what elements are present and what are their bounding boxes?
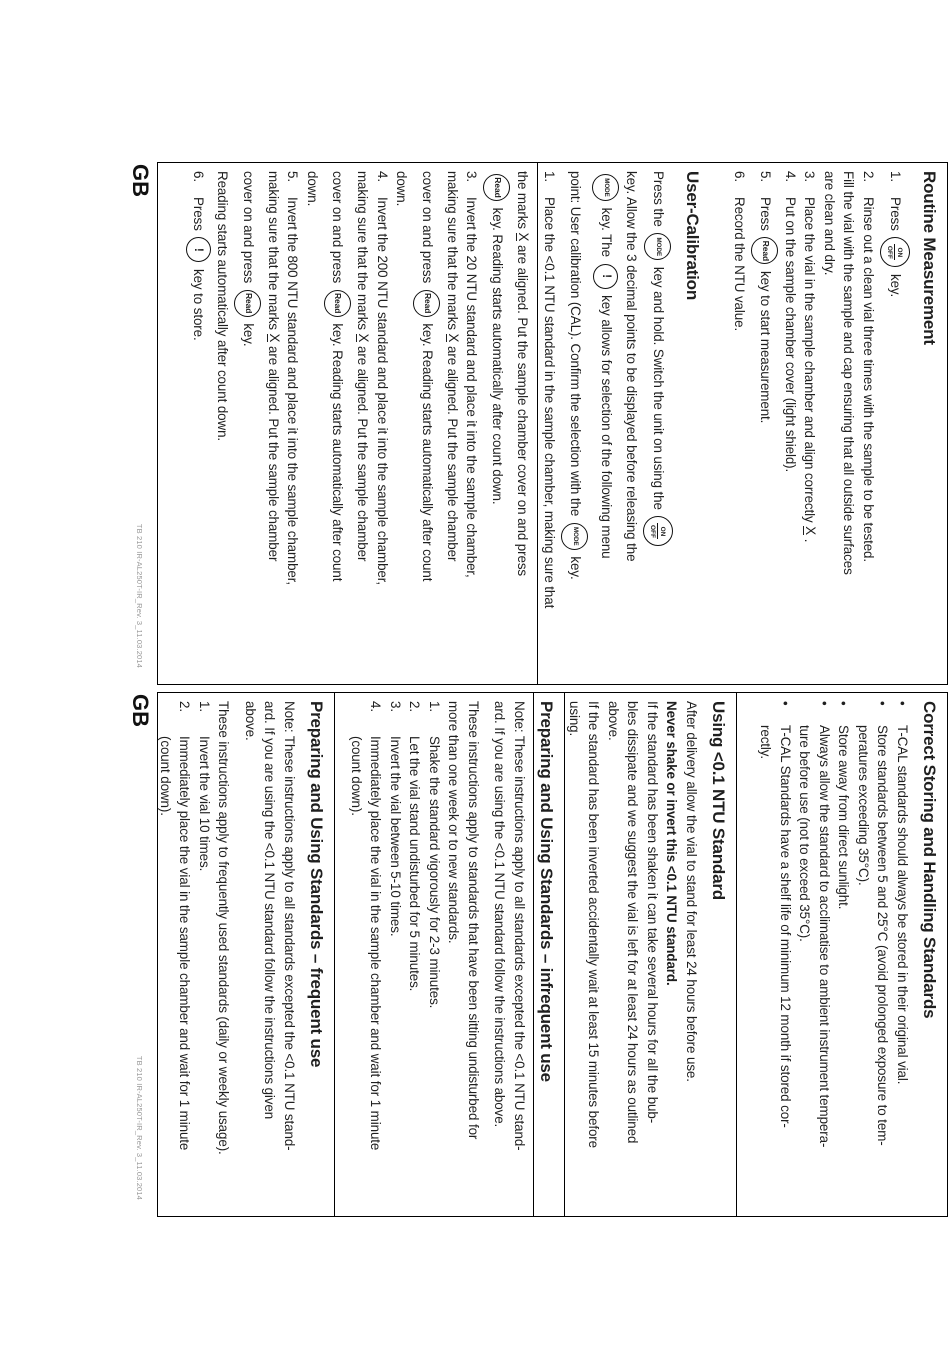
text-run: After delivery allow the vial to stand for least 24 hours before use. <box>684 701 699 1082</box>
section <box>540 163 710 684</box>
revision-label: TB 210 IR-AL250T-IR_Rev. 3_11.03.2014 <box>135 523 144 668</box>
leaflet-page-2 <box>157 692 948 1217</box>
body-line <box>392 171 412 671</box>
list-number: 4. <box>375 171 390 182</box>
text-run: (count down). <box>158 736 173 816</box>
bullet-marker: • <box>817 701 832 706</box>
alignment-mark-symbol: X <box>803 526 819 536</box>
fold-line <box>533 693 534 1216</box>
body-line <box>264 171 284 671</box>
language-label: GB <box>128 164 153 197</box>
body-line <box>820 171 840 671</box>
leaflet-page-1 <box>157 162 948 685</box>
body-line <box>510 701 530 1203</box>
body-line <box>405 701 425 1203</box>
text-run: key. The <box>598 204 614 261</box>
body-line <box>158 736 175 1203</box>
text-run: making sure that the marks <box>445 171 460 334</box>
body-line <box>776 701 796 1203</box>
text-run: ard. If you are using the <0.1 NTU standard follow the instructions above. <box>492 701 508 1128</box>
text-run: T-CAL Standards have a shelf life of minimum 12 month if stored cor- <box>778 725 793 1128</box>
section <box>347 693 565 1216</box>
key-read-icon: Read <box>752 237 779 264</box>
body-line <box>662 701 682 1203</box>
section <box>158 693 334 1216</box>
key-store-icon: ! <box>594 264 619 289</box>
key-read-icon: Read <box>235 290 262 317</box>
text-run: key. <box>240 319 256 347</box>
body-line <box>893 701 913 1203</box>
language-label: GB <box>128 694 153 727</box>
bullet-marker: • <box>836 701 852 706</box>
body-line <box>482 171 513 671</box>
text-run: cover on and press <box>240 171 256 287</box>
body-line <box>750 171 781 671</box>
body-line <box>873 701 893 1203</box>
section-title: Preparing and Using Standards – infrequent use <box>537 701 556 1082</box>
body-line <box>560 171 591 671</box>
key-mode-icon: MODE <box>645 233 672 260</box>
alignment-mark-symbol: X <box>266 333 282 343</box>
body-line <box>730 171 750 671</box>
text-run: Shake the standard vigorously for 2-3 minutes. <box>427 736 442 1009</box>
text-run: Note: These instructions apply to all standards excepted the <0.1 NTU stand- <box>282 701 297 1151</box>
text-run: (count down). <box>349 736 364 816</box>
body-line <box>425 701 445 1203</box>
body-line <box>213 171 233 671</box>
alignment-mark-symbol: X <box>356 333 372 343</box>
text-run: Place the <0.1 NTU standard in the sample chamber, making sure that <box>542 197 558 609</box>
page-box <box>538 163 947 684</box>
section <box>756 693 947 1216</box>
body-line <box>412 171 443 671</box>
text-run: are aligned. Put the sample chamber <box>445 342 460 562</box>
list-number: 1. <box>427 701 442 712</box>
page-box <box>737 693 947 1216</box>
list-number: 2. <box>861 171 876 182</box>
body-line <box>756 725 776 1203</box>
page-box <box>158 693 335 1216</box>
text-run: Invert the 800 NTU standard and place it into the sample chamber, <box>285 197 301 586</box>
text-run: are aligned. Put the sample chamber cover on and press <box>515 241 530 577</box>
text-run: These instructions apply to standards that have been sitting undisturbed for <box>466 701 481 1140</box>
section-title: Preparing and Using Standards – frequent use <box>307 701 326 1068</box>
text-run: key. Allow the 3 decimal points to be displayed before releasing the <box>624 171 639 562</box>
list-number: 1. <box>542 171 558 182</box>
text-run: key. Reading starts automatically after count <box>330 319 346 582</box>
body-line <box>175 701 195 1203</box>
text-run: key. Reading starts automatically after count down. <box>489 204 505 505</box>
body-line <box>878 171 912 671</box>
body-line <box>366 701 386 1203</box>
key-read-icon: Read <box>414 290 441 317</box>
body-line <box>643 701 663 1203</box>
body-line <box>233 171 264 671</box>
list-number: 6. <box>732 171 748 182</box>
page-box <box>565 693 737 1216</box>
body-line <box>353 171 373 671</box>
body-line <box>490 701 510 1203</box>
text-run: If the standard has been inverted accidentally wait at least 15 minutes before <box>586 701 602 1149</box>
list-number: 3. <box>388 701 403 712</box>
text-run: ture before use (not to exceed 35°C). <box>797 725 813 942</box>
text-run: . <box>802 535 818 543</box>
text-run: key and hold. Switch the unit on using the <box>650 263 666 514</box>
body-line <box>195 701 215 1203</box>
text-run: Let the vial stand undisturbed for 5 minutes. <box>407 736 423 992</box>
list-number: 5. <box>757 171 773 182</box>
text-run: Reading starts automatically after count down. <box>215 171 231 442</box>
text-run: down. <box>394 171 410 207</box>
text-run: Store away from direct sunlight. <box>836 725 852 910</box>
text-run: key. Reading starts automatically after count <box>419 319 435 582</box>
text-run: Invert the vial between 5-10 times. <box>388 736 403 937</box>
text-run: Press <box>757 197 773 235</box>
text-run: Rinse out a clean vial three times with the sample to be tested. <box>861 197 876 563</box>
text-run: Place the vial in the sample chamber and align correctly <box>802 197 818 527</box>
text-run: key to start measurement. <box>757 267 773 424</box>
text-run: above. <box>243 701 258 741</box>
alignment-mark-symbol: X <box>445 333 461 343</box>
body-line <box>584 701 604 1203</box>
body-line <box>540 171 560 671</box>
body-line <box>641 171 675 671</box>
list-number: 1. <box>887 171 903 182</box>
section-title: Using <0.1 NTU Standard <box>709 701 728 900</box>
text-run: bles dissipate and we suggest the vial is left for at least 24 hours as outlined <box>625 701 641 1144</box>
body-line <box>464 701 484 1203</box>
text-run: Never shake or invert this <0.1 NTU standard. <box>664 701 680 986</box>
key-store-icon: ! <box>186 237 211 262</box>
body-line <box>444 701 464 1203</box>
key-divider-line <box>895 244 896 260</box>
section-title: Correct Storing and Handling Standards <box>920 701 939 1019</box>
text-run: making sure that the marks <box>266 171 281 334</box>
key-mode-icon: MODE <box>593 174 620 201</box>
text-run: Fill the vial with the sample and cap ensuring that all outside surfaces <box>841 171 857 575</box>
text-run: T-CAL standards should always be stored in their original vial. <box>895 725 910 1085</box>
text-run: the marks <box>515 171 530 233</box>
body-line <box>800 171 820 671</box>
section <box>730 163 947 684</box>
body-line <box>839 171 859 671</box>
text-run: making sure that the marks <box>355 171 371 334</box>
text-run: key allows for selection of the following menu <box>598 291 614 559</box>
body-line <box>184 171 213 671</box>
body-line <box>443 171 463 671</box>
text-run: key. <box>567 552 583 580</box>
key-divider-line <box>658 523 659 539</box>
body-line <box>815 701 835 1203</box>
list-number: 3. <box>464 171 480 182</box>
list-number: 5. <box>285 171 301 182</box>
section <box>565 693 736 1216</box>
text-run: Press the <box>650 171 666 231</box>
text-run: more than one week or to new standards. <box>446 701 462 944</box>
body-line <box>280 701 300 1203</box>
body-line <box>214 701 234 1203</box>
text-run: ard. If you are using the <0.1 NTU standard follow the instructions given <box>262 701 278 1120</box>
body-line <box>283 171 303 671</box>
text-run: above. <box>606 701 621 741</box>
body-line <box>682 701 702 1203</box>
page-box <box>335 693 565 1216</box>
text-run: key to store. <box>191 265 207 341</box>
body-line <box>795 725 815 1203</box>
section-title: User-Calibration <box>683 171 702 301</box>
section <box>184 163 537 684</box>
text-run: Record the NTU value. <box>732 197 748 332</box>
text-run: Store standards between 5 and 25°C (avoid prolonged exposure to tem- <box>875 725 891 1146</box>
body-line <box>854 725 874 1203</box>
key-on-off-icon: ON OFF <box>643 516 673 546</box>
body-line <box>623 701 643 1203</box>
text-run: are aligned. Put the sample chamber <box>355 342 371 562</box>
text-run: cover on and press <box>330 171 346 287</box>
list-number: 4. <box>783 171 798 182</box>
page-box <box>158 163 538 684</box>
bullet-marker: • <box>875 701 891 706</box>
body-line <box>347 736 367 1203</box>
list-number: 6. <box>191 171 207 182</box>
text-run: cover on and press <box>419 171 435 287</box>
list-number: 2. <box>177 701 193 712</box>
text-run: are clean and dry. <box>822 171 837 276</box>
list-number: 3. <box>802 171 818 182</box>
body-line <box>834 701 854 1203</box>
text-run: Invert the vial 10 times. <box>197 736 212 872</box>
text-run: Immediately place the vial in the sample chamber and wait for 1 minute <box>177 736 193 1151</box>
text-run: are aligned. Put the sample chamber <box>266 342 281 562</box>
body-line <box>462 171 482 671</box>
text-run: These instructions apply to frequently used standards (daily or weekly usage). <box>216 701 232 1155</box>
body-line <box>591 171 622 671</box>
list-number: 4. <box>368 701 384 712</box>
body-line <box>386 701 406 1203</box>
text-run: Note: These instructions apply to all standards excepted the <0.1 NTU stand- <box>512 701 527 1151</box>
body-line <box>322 171 353 671</box>
body-line <box>781 171 801 671</box>
key-read-icon: Read <box>484 174 511 201</box>
text-run: Invert the 20 NTU standard and place it into the sample chamber, <box>464 197 480 578</box>
text-run: using. <box>567 701 582 737</box>
body-line <box>513 171 533 671</box>
text-run: Immediately place the vial in the sample chamber and wait for 1 minute <box>368 736 384 1151</box>
key-on-off-icon: ON OFF <box>880 237 910 267</box>
text-run: Put on the sample chamber cover (light shield). <box>783 197 798 473</box>
text-run: Press <box>887 197 903 235</box>
text-run: key. <box>887 270 903 298</box>
text-run: Always allow the standard to acclimatise to ambient instrument tempera- <box>817 725 832 1148</box>
text-run: Invert the 200 NTU standard and place it into the sample chamber, <box>375 197 390 586</box>
body-line <box>373 171 393 671</box>
bullet-marker: • <box>778 701 793 706</box>
section-title: Routine Measurement <box>920 171 939 345</box>
body-line <box>622 171 642 671</box>
body-line <box>303 171 323 671</box>
key-mode-icon: MODE <box>562 523 589 550</box>
body-line <box>260 701 280 1203</box>
body-line <box>604 701 624 1203</box>
list-number: 2. <box>407 701 423 712</box>
text-run: peratures exceeding 35°C). <box>856 725 871 886</box>
text-run: point: User calibration (CAL). Confirm the selection with the <box>567 171 583 520</box>
bullet-marker: • <box>895 701 910 706</box>
alignment-mark-symbol: X <box>515 232 531 242</box>
list-number: 1. <box>197 701 212 712</box>
text-run: If the standard has been shaken it can take several hours for all the bub- <box>645 701 660 1124</box>
revision-label: TB 210 IR-AL250T-IR_Rev. 3_11.03.2014 <box>135 1055 144 1200</box>
text-run: down. <box>305 171 320 207</box>
key-read-icon: Read <box>324 290 351 317</box>
text-run: Press <box>191 197 207 235</box>
body-line <box>565 701 584 1203</box>
body-line <box>241 701 261 1203</box>
body-line <box>859 171 879 671</box>
text-run: rectly. <box>758 725 774 760</box>
